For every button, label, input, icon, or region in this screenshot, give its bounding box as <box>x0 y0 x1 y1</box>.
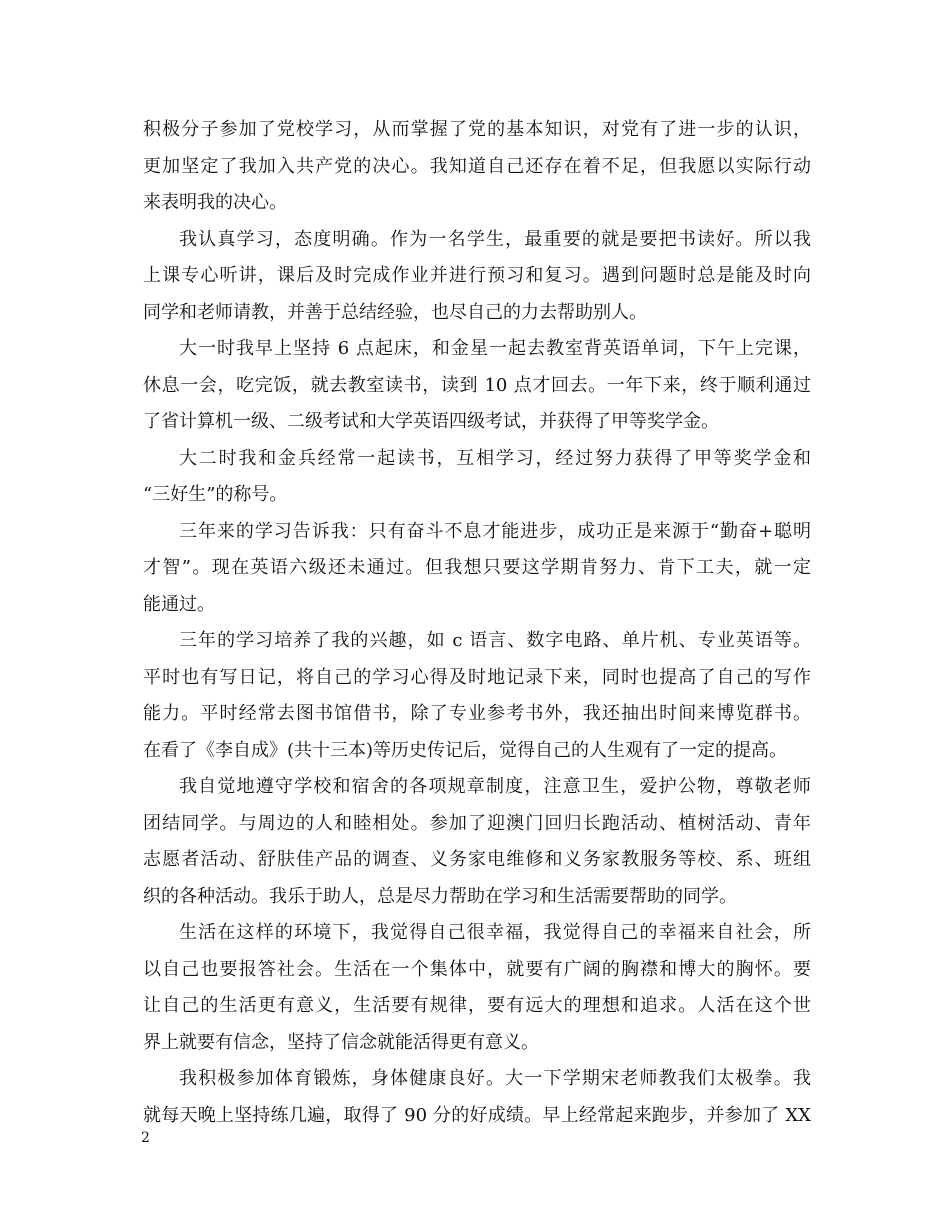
text-line: 平时也有写日记，将自己的学习心得及时地记录下来，同时也提高了自己的写作 <box>143 666 811 688</box>
text-line: 更加坚定了我加入共产党的决心。我知道自己还存在着不足，但我愿以实际行动 <box>143 155 811 177</box>
text-line: 让自己的生活更有意义，生活要有规律，要有远大的理想和追求。人活在这个世 <box>143 995 811 1016</box>
paragraph <box>143 222 811 332</box>
paragraph <box>143 1061 811 1134</box>
text-line: 我认真学习，态度明确。作为一名学生，最重要的就是要把书读好。所以我 <box>179 228 811 250</box>
text-line: 大一时我早上坚持 6 点起床，和金星一起去教室背英语单词，下午上完课， <box>179 338 811 359</box>
text-line: 我自觉地遵守学校和宿舍的各项规章制度，注意卫生，爱护公物，尊敬老师 <box>179 776 811 797</box>
text-line: 才智”。现在英语六级还未通过。但我想只要这学期肯努力、肯下工夫，就一定 <box>143 557 811 578</box>
text-line: 就每天晚上坚持练几遍，取得了 90 分的好成绩。早上经常起来跑步，并参加了 XX <box>143 1104 811 1126</box>
paragraph <box>143 623 811 769</box>
paragraph <box>143 112 811 222</box>
paragraph <box>143 915 811 1061</box>
text-line: 以自己也要报答社会。生活在一个集体中，就要有广阔的胸襟和博大的胸怀。要 <box>143 958 811 980</box>
text-line: 休息一会，吃完饭，就去教室读书，读到 10 点才回去。一年下来，终于顺利通过 <box>143 374 811 396</box>
paragraph <box>143 331 811 441</box>
text-line: “三好生”的称号。 <box>143 484 288 505</box>
text-line: 三年来的学习告诉我：只有奋斗不息才能进步，成功正是来源于“勤奋+聪明 <box>179 520 811 542</box>
text-line: 我积极参加体育锻炼，身体健康良好。大一下学期宋老师教我们太极拳。我 <box>179 1068 811 1089</box>
text-line: 积极分子参加了党校学习，从而掌握了党的基本知识，对党有了进一步的认识， <box>143 119 811 140</box>
text-line: 生活在这样的环境下，我觉得自己很幸福，我觉得自己的幸福来自社会，所 <box>179 922 811 943</box>
text-line: 织的各种活动。我乐于助人，总是尽力帮助在学习和生活需要帮助的同学。 <box>143 885 737 907</box>
text-line: 团结同学。与周边的人和睦相处。参加了迎澳门回归长跑活动、植树活动、青年 <box>143 812 811 834</box>
paragraph <box>143 769 811 915</box>
text-line: 大二时我和金兵经常一起读书，互相学习，经过努力获得了甲等奖学金和 <box>179 447 811 469</box>
text-line: 在看了《李自成》(共十三本)等历史传记后，觉得自己的人生观有了一定的提高。 <box>143 739 788 761</box>
text-line: 志愿者活动、舒肤佳产品的调查、义务家电维修和义务家教服务等校、系、班组 <box>143 849 811 870</box>
page-number: 2 <box>141 1130 150 1146</box>
text-line: 同学和老师请教，并善于总结经验，也尽自己的力去帮助别人。 <box>143 301 647 323</box>
text-line: 能通过。 <box>143 593 215 615</box>
paragraph <box>143 514 811 624</box>
text-line: 了省计算机一级、二级考试和大学英语四级考试，并获得了甲等奖学金。 <box>143 411 719 432</box>
text-line: 上课专心听讲，课后及时完成作业并进行预习和复习。遇到问题时总是能及时向 <box>143 265 811 286</box>
body-text <box>143 112 811 1134</box>
text-line: 界上就要有信念，坚持了信念就能活得更有意义。 <box>143 1031 539 1053</box>
paragraph <box>143 441 811 514</box>
text-line: 三年的学习培养了我的兴趣，如 c 语言、数字电路、单片机、专业英语等。 <box>179 630 811 651</box>
text-line: 能力。平时经常去图书馆借书，除了专业参考书外，我还抽出时间来博览群书。 <box>143 703 811 724</box>
text-line: 来表明我的决心。 <box>143 192 287 213</box>
